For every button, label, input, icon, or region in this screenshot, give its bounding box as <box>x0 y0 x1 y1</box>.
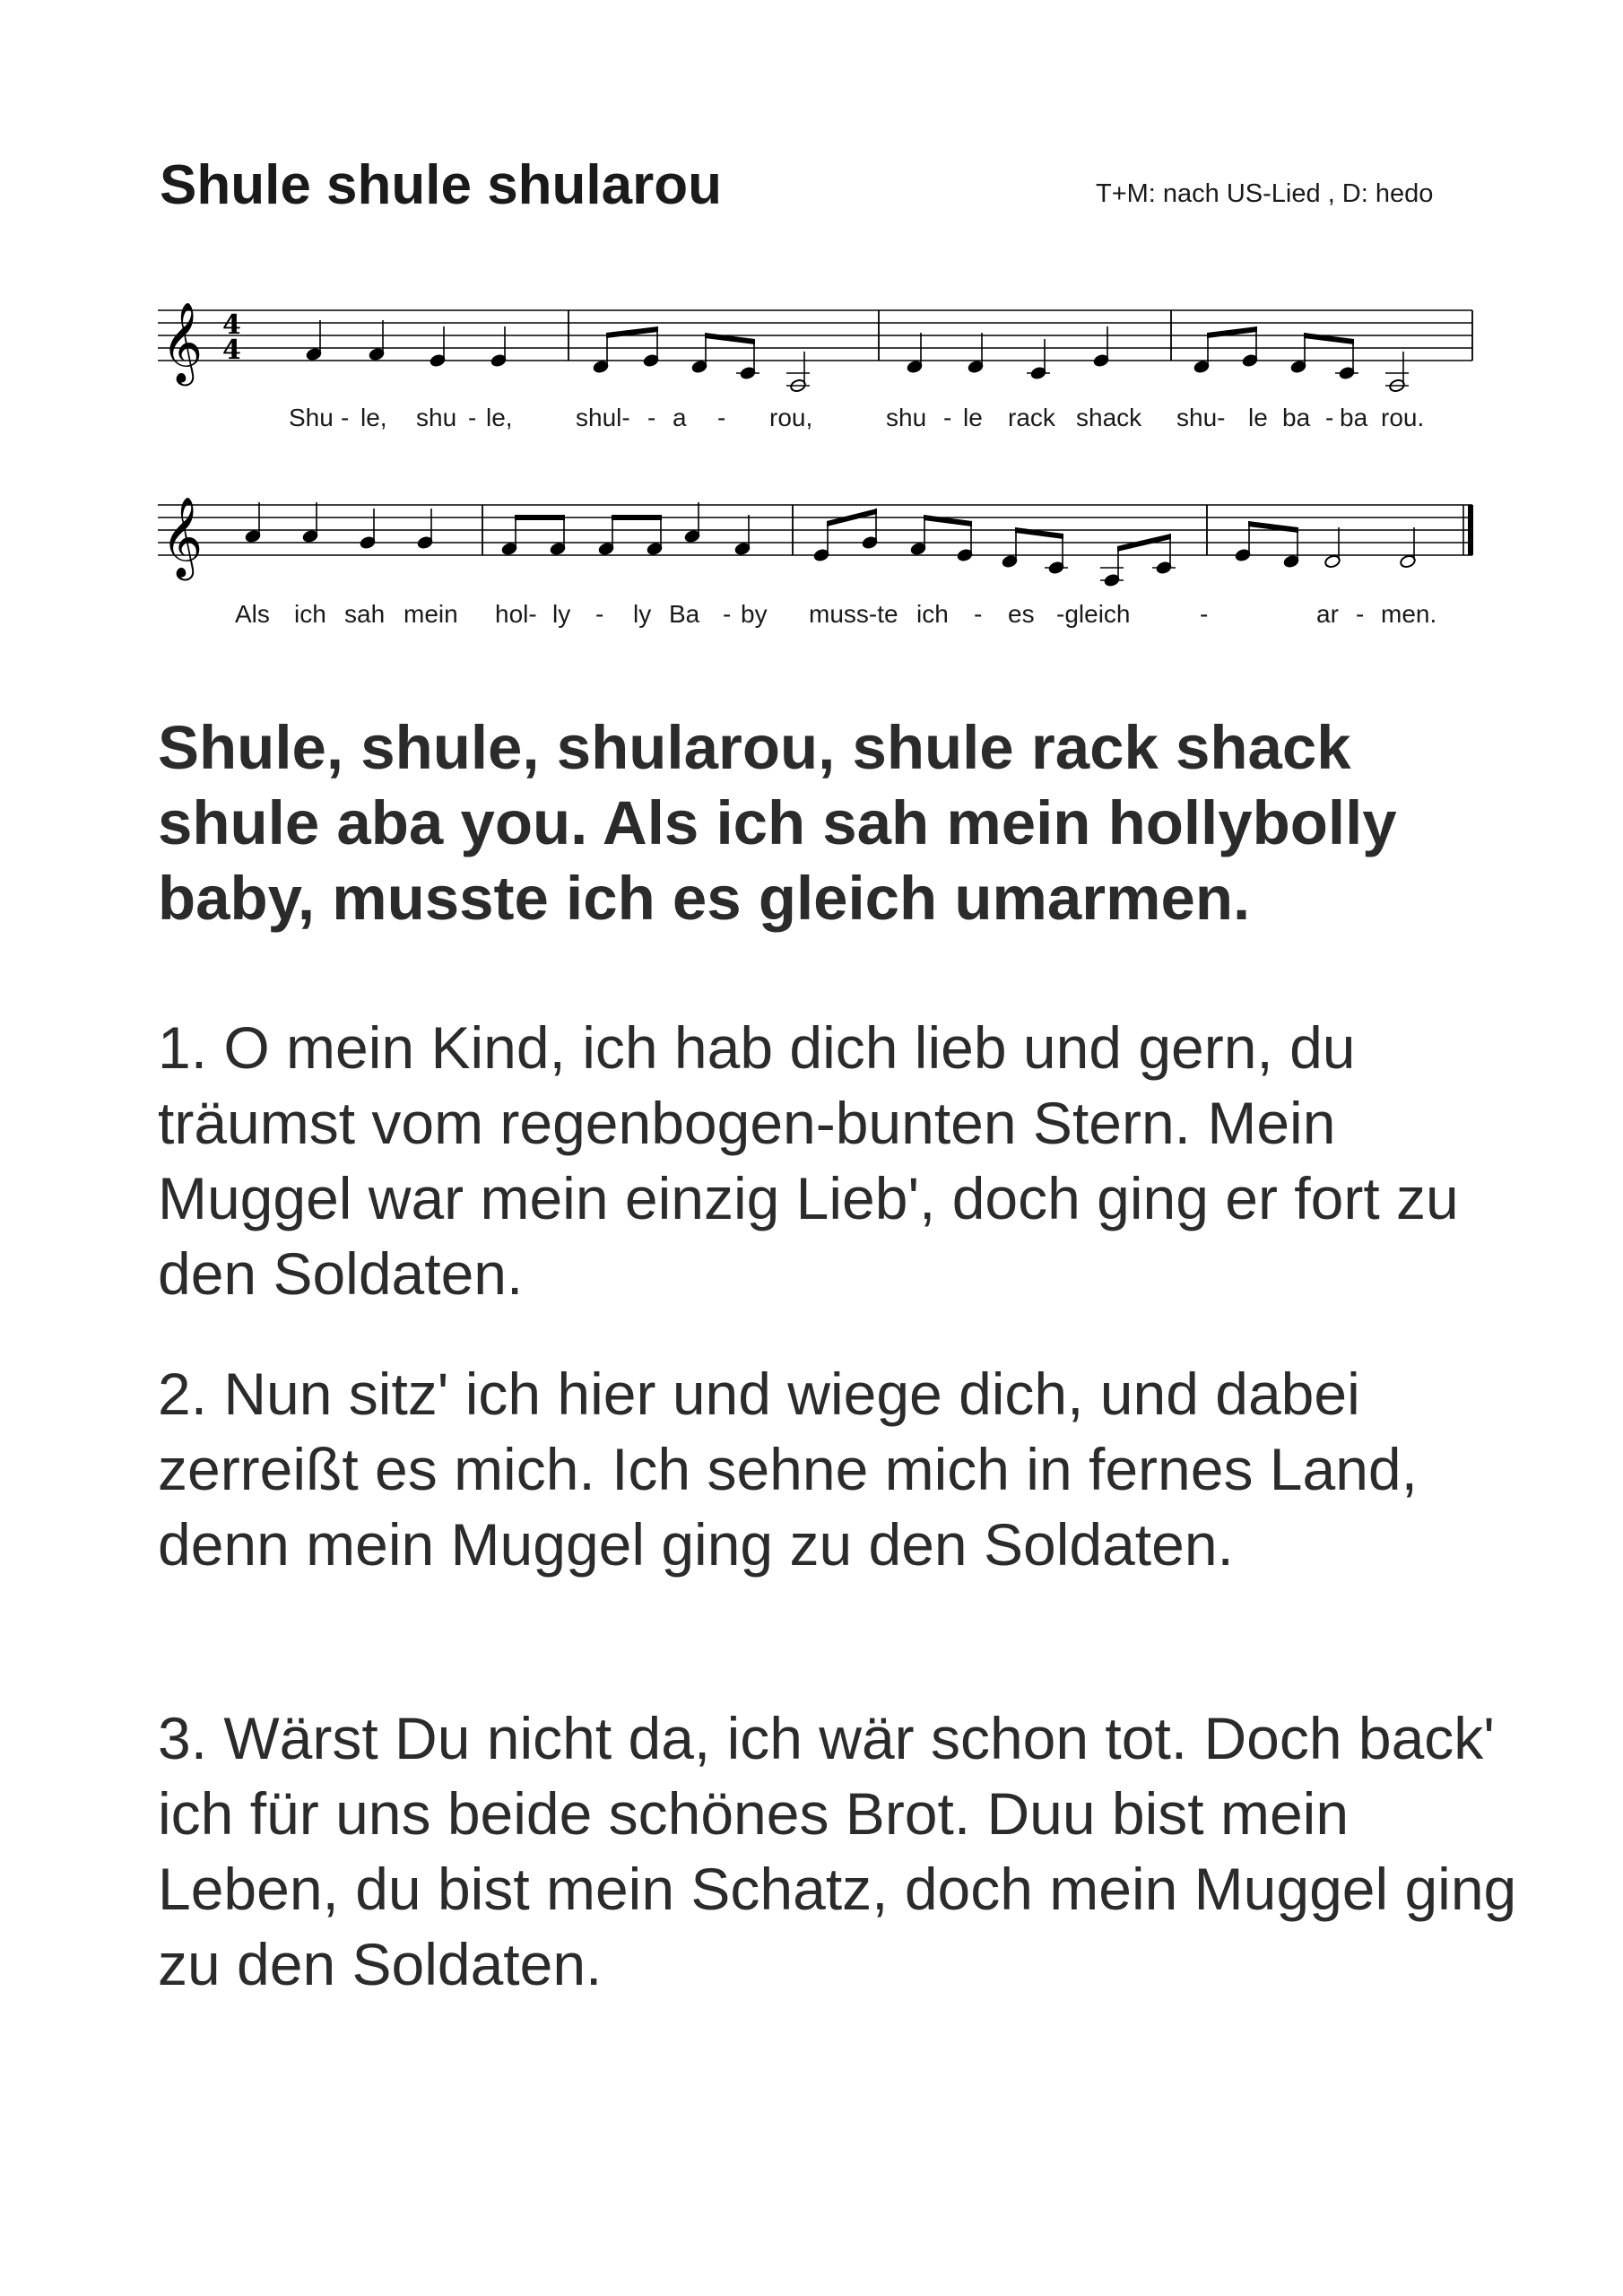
lyric-syllable: - <box>341 404 350 431</box>
final-barline <box>1468 505 1473 555</box>
lyric-syllable: sah <box>344 600 386 628</box>
lyric-syllable: a <box>673 404 687 431</box>
note-beam <box>612 515 662 520</box>
lyric-syllable: - <box>468 404 477 431</box>
lyric-syllable: ba <box>1282 404 1311 431</box>
verse-2: 2. Nun sitz' ich hier und wiege dich, und dabei zerreißt es mich. Ich sehne mich in fernes Land, denn mein Muggel ging zu den Soldaten. <box>158 1361 1418 1578</box>
lyric-syllable: -gleich <box>1056 600 1131 628</box>
song-credits: T+M: nach US-Lied , D: hedo <box>1096 179 1434 208</box>
lyric-syllable: - <box>647 404 656 431</box>
lyric-syllable: - <box>943 404 952 431</box>
lyric-syllable: Als <box>235 600 270 628</box>
lyric-syllable: rack <box>1008 404 1055 431</box>
lyric-syllable: rou. <box>1381 404 1425 431</box>
lyric-syllable: rou, <box>769 404 813 431</box>
lyric-syllable: ly <box>552 600 571 628</box>
lyric-syllable: ly <box>633 600 652 628</box>
time-signature-denominator: 4 <box>222 335 241 366</box>
note-beam <box>1248 521 1298 533</box>
lyric-syllable: shu <box>416 404 457 431</box>
lyric-syllable: - <box>1325 404 1334 431</box>
lyric-syllable: - <box>1356 600 1365 628</box>
lyric-syllable: shack <box>1076 404 1142 431</box>
chorus-text: Shule, shule, shularou, shule rack shack shule aba you. Als ich sah mein hollybolly baby, musste ich es gleich umarmen. <box>158 713 1397 933</box>
lyric-syllable: muss-te <box>809 600 898 628</box>
lyric-syllable: ich <box>916 600 949 628</box>
lyric-syllable: men. <box>1381 600 1437 628</box>
lyric-syllable: - <box>723 600 732 628</box>
lyric-syllable: by <box>741 600 768 628</box>
lyric-syllable: ba <box>1340 404 1368 431</box>
lyric-syllable: - <box>1200 600 1209 628</box>
note-beam <box>1304 333 1354 344</box>
verse-3: 3. Wärst Du nicht da, ich wär schon tot. Doch back' ich für uns beide schönes Brot. Duu bist mein Leben, du bist mein Schatz, doch mein Muggel ging zu den Soldaten. <box>158 1705 1517 1997</box>
time-signature-numerator: 4 <box>222 309 241 341</box>
lyric-syllable: Ba <box>669 600 700 628</box>
note-beam <box>705 333 755 344</box>
lyric-syllable: shu- <box>1176 404 1226 431</box>
lyric-syllable: shu <box>886 404 927 431</box>
lyric-syllable: Shu <box>289 404 334 431</box>
treble-clef-icon: 𝄞 <box>161 302 204 383</box>
lyric-syllable: - <box>595 600 604 628</box>
lyric-syllable: - <box>717 404 726 431</box>
lyric-syllable: le, <box>360 404 387 431</box>
lyric-syllable: le <box>1248 404 1268 431</box>
lyric-syllable: le, <box>486 404 513 431</box>
lyric-syllable: - <box>974 600 983 628</box>
note-beam <box>924 515 972 526</box>
lyric-syllable: le <box>963 404 983 431</box>
note-beam <box>606 326 658 338</box>
lyric-syllable: mein <box>404 600 458 628</box>
lyric-syllable: shul- <box>576 404 630 431</box>
song-title: Shule shule shularou <box>160 154 722 216</box>
treble-clef-icon: 𝄞 <box>161 497 204 578</box>
lyric-syllable: es <box>1008 600 1035 628</box>
note-beam <box>515 515 565 520</box>
note-beam <box>1015 527 1063 539</box>
lyric-syllable: ar <box>1316 600 1339 628</box>
verse-1: 1. O mein Kind, ich hab dich lieb und gern, du träumst vom regenbogen-bunten Stern. Mein Muggel war mein einzig Lieb', doch ging er fort zu den Soldaten. <box>158 1014 1459 1307</box>
lyric-syllable: hol- <box>495 600 537 628</box>
note-beam <box>1207 326 1257 338</box>
lyric-syllable: ich <box>294 600 326 628</box>
